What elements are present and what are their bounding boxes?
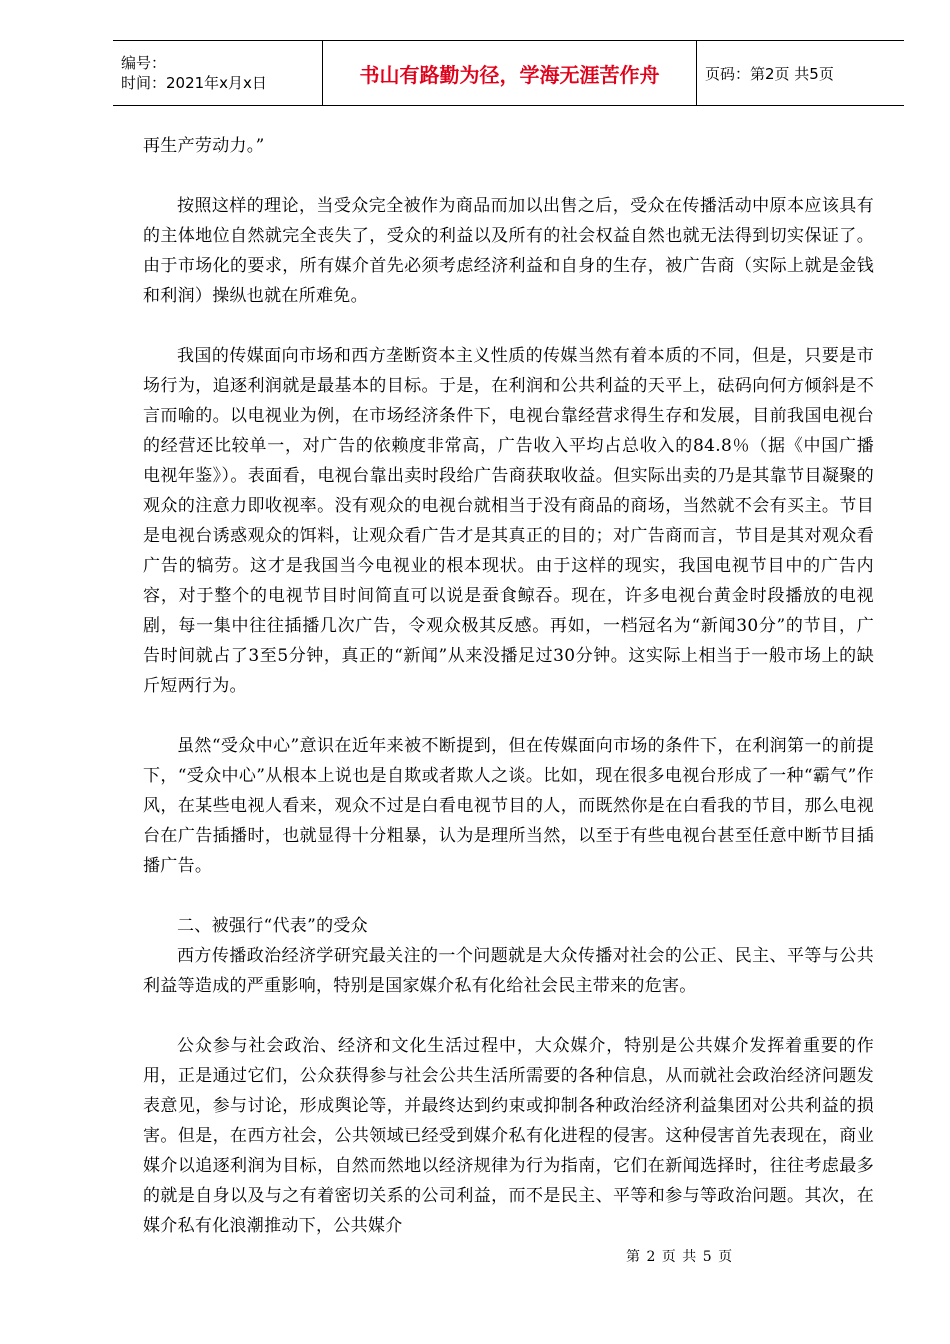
page-header bbox=[113, 40, 904, 106]
document-time-label: 时间：2021年x月x日 bbox=[121, 74, 267, 92]
document-number-label: 编号： bbox=[121, 54, 167, 72]
header-motto: 书山有路勤为径，学海无涯苦作舟 bbox=[323, 41, 697, 106]
paragraph: 虽然“受众中心”意识在近年来被不断提到，但在传媒面向市场的条件下，在利润第一的前提下，“受众中心”从根本上说也是自欺或者欺人之谈。比如，现在很多电视台形成了一种“霸气”作风，在某些电视人看来，观众不过是白看电视节目的人，而既然你是在白看我的节目，那么电视台在广告插播时，也就显得十分粗暴，认为是理所当然，以至于有些电视台甚至任意中断节目插播广告。 bbox=[143, 736, 874, 876]
paragraph: 西方传播政治经济学研究最关注的一个问题就是大众传播对社会的公正、民主、平等与公共利益等造成的严重影响，特别是国家媒介私有化给社会民主带来的危害。 bbox=[143, 946, 874, 996]
section-heading: 二、被强行“代表”的受众 bbox=[177, 916, 368, 936]
paragraph: 按照这样的理论，当受众完全被作为商品而加以出售之后，受众在传播活动中原本应该具有的主体地位自然就完全丧失了，受众的利益以及所有的社会权益自然也就无法得到切实保证了。由于市场化的要求，所有媒介首先必须考虑经济利益和自身的生存，被广告商（实际上就是金钱和利润）操纵也就在所难免。 bbox=[143, 196, 874, 306]
paragraph: 公众参与社会政治、经济和文化生活过程中，大众媒介，特别是公共媒介发挥着重要的作用，正是通过它们，公众获得参与社会公共生活所需要的各种信息，从而就社会政治经济问题发表意见，参与讨论，形成舆论等，并最终达到约束或抑制各种政治经济利益集团对公共利益的损害。但是，在西方社会，公共领域已经受到媒介私有化进程的侵害。这种侵害首先表现在，商业媒介以追逐利润为目标，自然而然地以经济规律为行为指南，它们在新闻选择时，往往考虑最多的就是自身以及与之有着密切关系的公司利益，而不是民主、平等和参与等政治问题。其次，在媒介私有化浪潮推动下，公共媒介 bbox=[143, 1036, 874, 1236]
paragraph: 我国的传媒面向市场和西方垄断资本主义性质的传媒当然有着本质的不同，但是，只要是市场行为，追逐利润就是最基本的目标。于是，在利润和公共利益的天平上，砝码向何方倾斜是不言而喻的。以电视业为例，在市场经济条件下，电视台靠经营求得生存和发展，目前我国电视台的经营还比较单一，对广告的依赖度非常高，广告收入平均占总收入的84.8％（据《中国广播电视年鉴》）。表面看，电视台靠出卖时段给广告商获取收益。但实际出卖的乃是其靠节目凝聚的观众的注意力即收视率。没有观众的电视台就相当于没有商品的商场，当然就不会有买主。节目是电视台诱惑观众的饵料，让观众看广告才是其真正的目的；对广告商而言，节目是其对观众看广告的犒劳。这才是我国当今电视业的根本现状。由于这样的现实，我国电视节目中的广告内容，对于整个的电视节目时间简直可以说是蚕食鲸吞。现在，许多电视台黄金时段播放的电视剧，每一集中往往插播几次广告，令观众极其反感。再如，一档冠名为“新闻30分”的节目，广告时间就占了3至5分钟，真正的“新闻”从来没播足过30分钟。这实际上相当于一般市场上的缺斤短两行为。 bbox=[143, 346, 874, 696]
page-footer: 第 2 页 共 5 页 bbox=[626, 1249, 734, 1265]
paragraph-continuation: 再生产劳动力。” bbox=[143, 136, 265, 156]
header-page-label: 页码：第2页 共5页 bbox=[697, 41, 905, 106]
document-body bbox=[143, 131, 874, 1241]
header-meta-cell bbox=[113, 41, 323, 106]
